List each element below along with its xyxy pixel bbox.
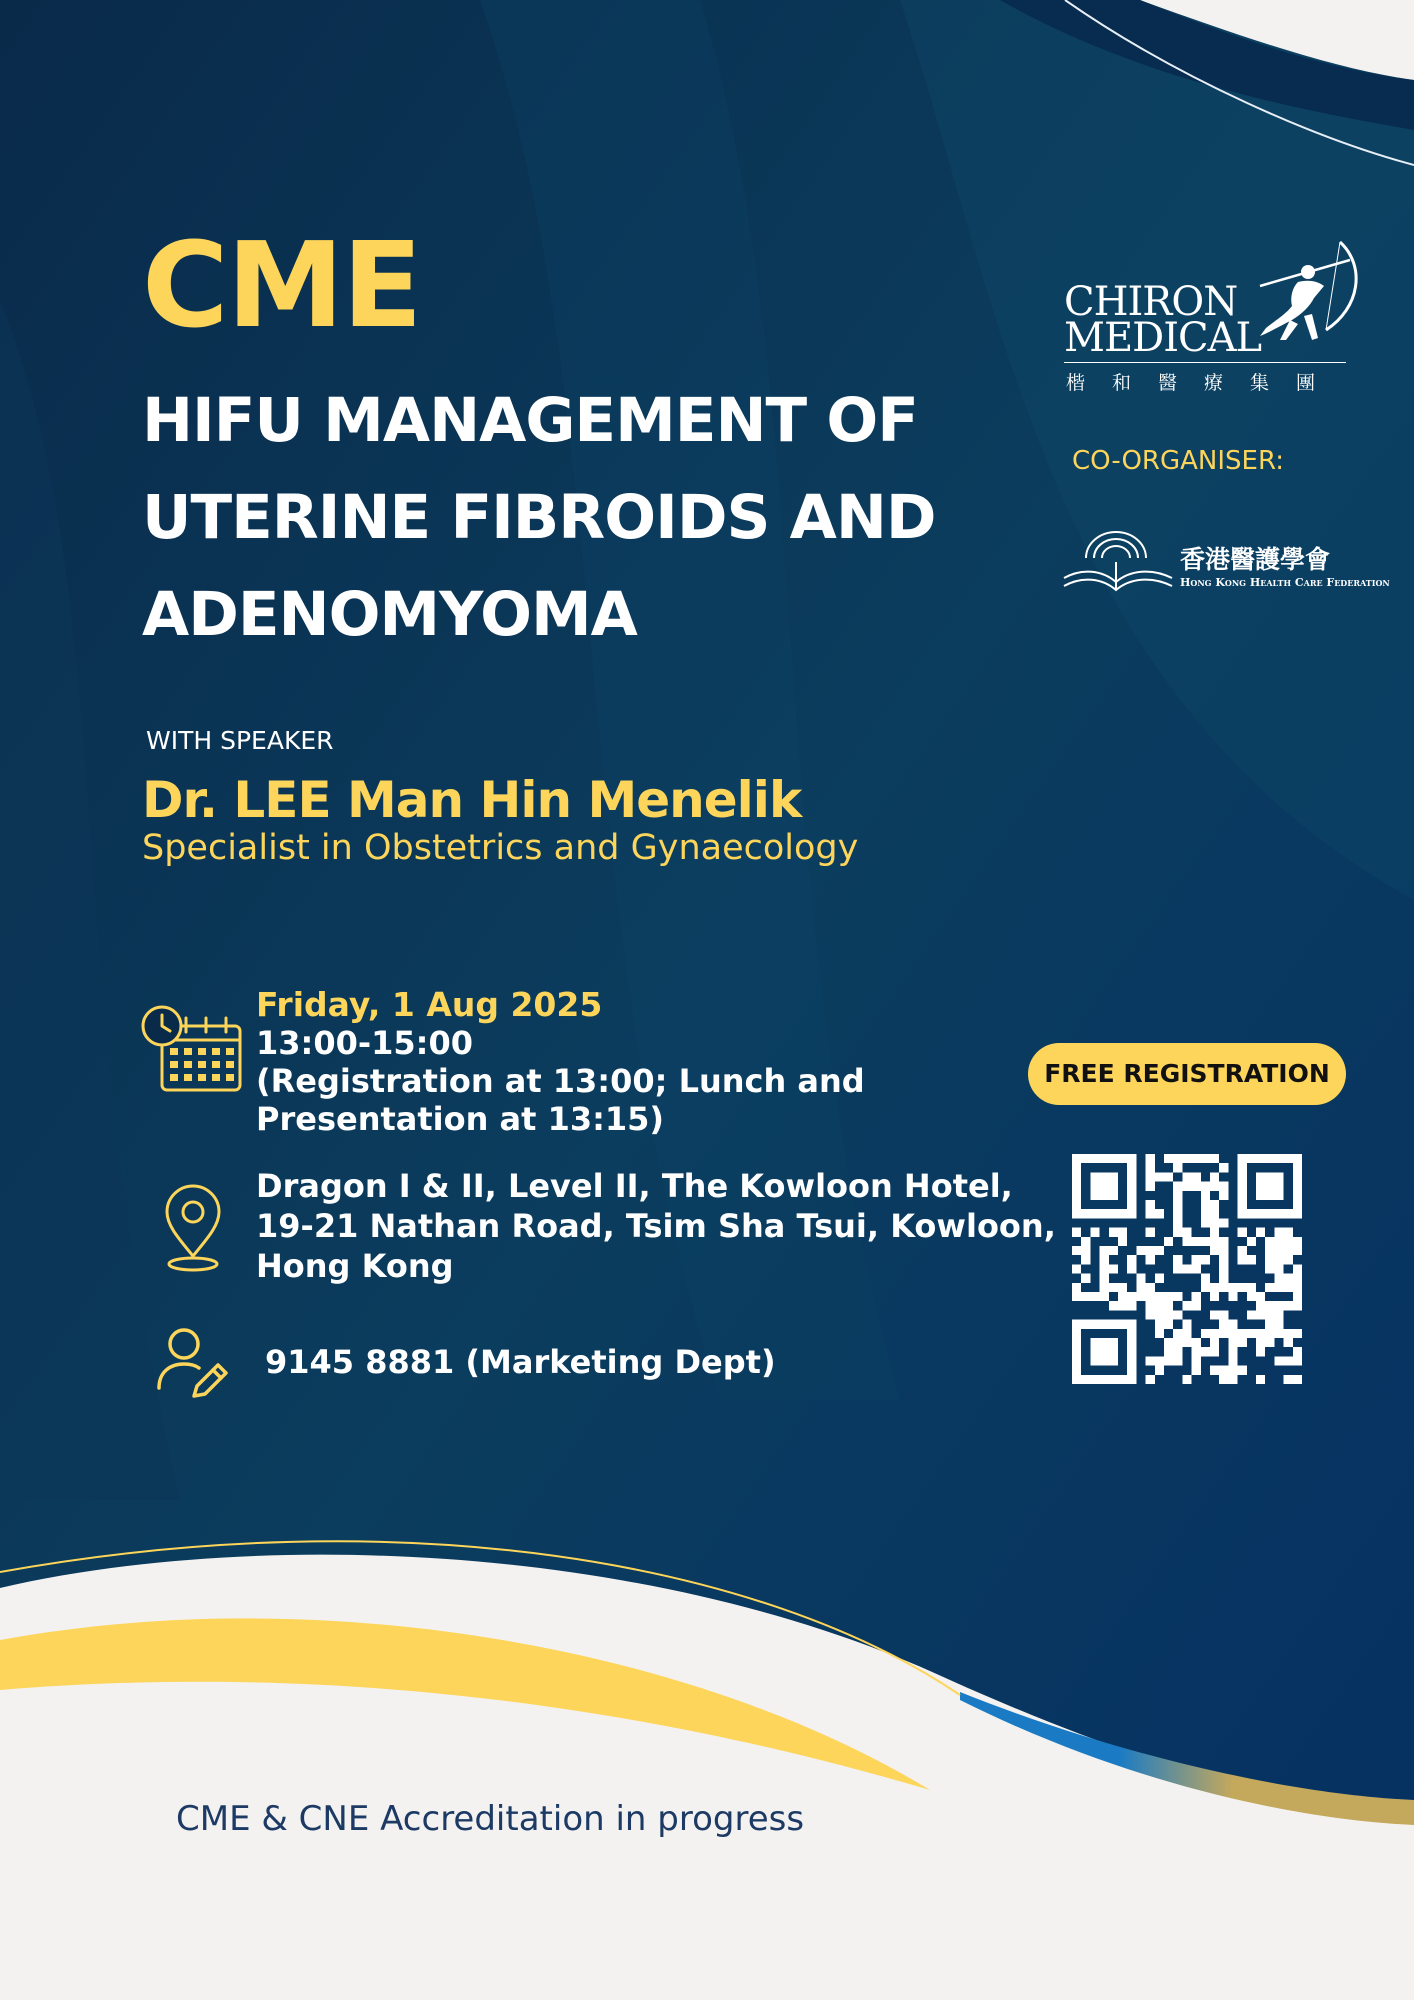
person-edit-icon: [156, 1326, 230, 1406]
co-organiser-label: CO-ORGANISER:: [1072, 446, 1284, 476]
open-book-rainbow-icon: [1060, 526, 1176, 596]
event-venue: [256, 1166, 1056, 1286]
free-registration-button[interactable]: FREE REGISTRATION: [1028, 1043, 1346, 1105]
logo-text-line: CHIRON: [1064, 279, 1238, 325]
logo-chinese-name: 楷和醫療集團: [1066, 372, 1343, 394]
location-pin-icon: [162, 1184, 224, 1272]
contact-phone: 9145 8881 (Marketing Dept): [265, 1343, 776, 1381]
co-organiser-english-name: Hong Kong Health Care Federation: [1180, 576, 1390, 589]
venue-line: 19-21 Nathan Road, Tsim Sha Tsui, Kowloon,: [256, 1207, 1056, 1245]
event-time: 13:00-15:00: [256, 1024, 473, 1062]
event-schedule-note: (Registration at 13:00; Lunch and Presentation at 13:15): [256, 1062, 865, 1138]
event-datetime: [256, 986, 1016, 1138]
logo-text-line: MEDICAL: [1064, 315, 1262, 361]
logo-divider: [1064, 362, 1346, 363]
speaker-intro: WITH SPEAKER: [146, 726, 334, 755]
event-title-line: HIFU MANAGEMENT OF: [142, 385, 918, 456]
speaker-title: Specialist in Obstetrics and Gynaecology: [142, 828, 859, 868]
speaker-name: Dr. LEE Man Hin Menelik: [142, 771, 802, 829]
calendar-clock-icon: [140, 1004, 244, 1096]
event-title-line: ADENOMYOMA: [142, 579, 637, 650]
event-eyebrow: CME: [142, 216, 421, 354]
hkhcf-logo: [1060, 526, 1400, 596]
co-organiser-chinese-name: 香港醫護學會: [1180, 545, 1331, 574]
accreditation-note: CME & CNE Accreditation in progress: [176, 1799, 805, 1839]
event-date: Friday, 1 Aug 2025: [256, 985, 603, 1024]
venue-line: Dragon I & II, Level II, The Kowloon Hotel,: [256, 1167, 1013, 1205]
event-title: [142, 372, 1002, 663]
registration-qr-code[interactable]: [1072, 1154, 1302, 1384]
event-title-line: UTERINE FIBROIDS AND: [142, 482, 936, 553]
chiron-medical-logo: [1062, 236, 1362, 396]
venue-line: Hong Kong: [256, 1247, 454, 1285]
